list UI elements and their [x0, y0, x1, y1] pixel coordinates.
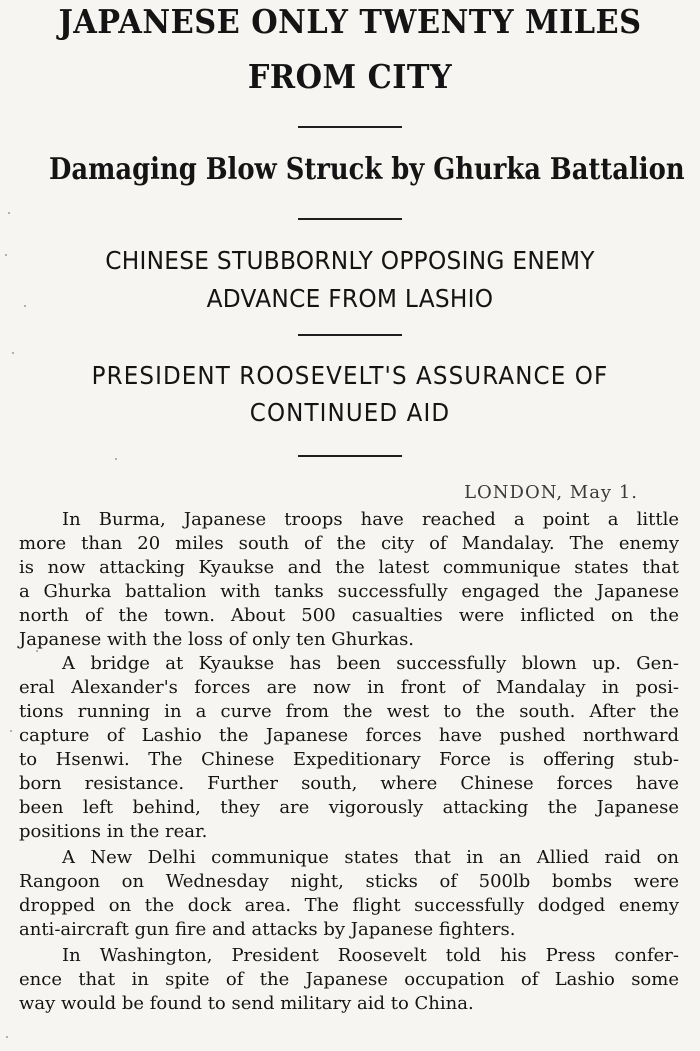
body-line: dropped on the dock area. The flight successfully dodged enemy: [19, 895, 679, 916]
body-line: north of the town. About 500 casualties were inflicted on the: [19, 605, 679, 626]
body-line: anti-aircraft gun fire and attacks by Japanese fighters.: [19, 919, 516, 940]
print-speck: [10, 730, 12, 732]
headline-line-2: FROM CITY: [247, 57, 453, 96]
body-line: been left behind, they are vigorously attacking the Japanese: [19, 797, 679, 818]
print-speck: [115, 458, 117, 460]
body-line: A New Delhi communique states that in an Allied raid on: [62, 847, 679, 868]
deck-line-3: PRESIDENT ROOSEVELT'S ASSURANCE OF: [91, 361, 609, 390]
body-line: Rangoon on Wednesday night, sticks of 500lb bombs were: [19, 871, 679, 892]
body-line: ence that in spite of the Japanese occupation of Lashio some: [19, 969, 679, 990]
body-line: In Washington, President Roosevelt told his Press confer-: [62, 945, 679, 966]
body-line: tions running in a curve from the west to the south. After the: [19, 701, 679, 722]
deck-line-2: ADVANCE FROM LASHIO: [206, 284, 494, 313]
divider-rule: [298, 334, 402, 336]
body-line: eral Alexander's forces are now in front of Mandalay in posi-: [19, 677, 679, 698]
body-line: In Burma, Japanese troops have reached a point a little: [62, 509, 679, 530]
print-speck: [8, 212, 10, 214]
headline-line-1: JAPANESE ONLY TWENTY MILES: [58, 2, 642, 41]
body-line: a Ghurka battalion with tanks successfully engaged the Japanese: [19, 581, 679, 602]
body-line: A bridge at Kyaukse has been successfully blown up. Gen-: [62, 653, 679, 674]
body-line: is now attacking Kyaukse and the latest communique states that: [19, 557, 679, 578]
body-line: more than 20 miles south of the city of Mandalay. The enemy: [19, 533, 679, 554]
print-speck: [5, 254, 7, 256]
body-line: born resistance. Further south, where Chinese forces have: [19, 773, 679, 794]
deck-line-4: CONTINUED AID: [249, 398, 451, 427]
dateline: LONDON, May 1.: [464, 482, 638, 503]
body-line: way would be found to send military aid to China.: [19, 993, 474, 1014]
print-speck: [6, 1036, 8, 1038]
print-speck: [24, 305, 26, 307]
body-line: Japanese with the loss of only ten Ghurkas.: [19, 629, 415, 650]
divider-rule: [298, 218, 402, 220]
body-line: positions in the rear.: [19, 821, 208, 842]
deck-subheadline: Damaging Blow Struck by Ghurka Battalion: [49, 152, 685, 187]
print-speck: [36, 650, 38, 652]
deck-line-1: CHINESE STUBBORNLY OPPOSING ENEMY: [105, 246, 595, 275]
body-line: to Hsenwi. The Chinese Expeditionary Force is offering stub-: [19, 749, 679, 770]
divider-rule: [298, 455, 402, 457]
body-line: capture of Lashio the Japanese forces have pushed northward: [19, 725, 679, 746]
divider-rule: [298, 126, 402, 128]
print-speck: [12, 352, 14, 354]
